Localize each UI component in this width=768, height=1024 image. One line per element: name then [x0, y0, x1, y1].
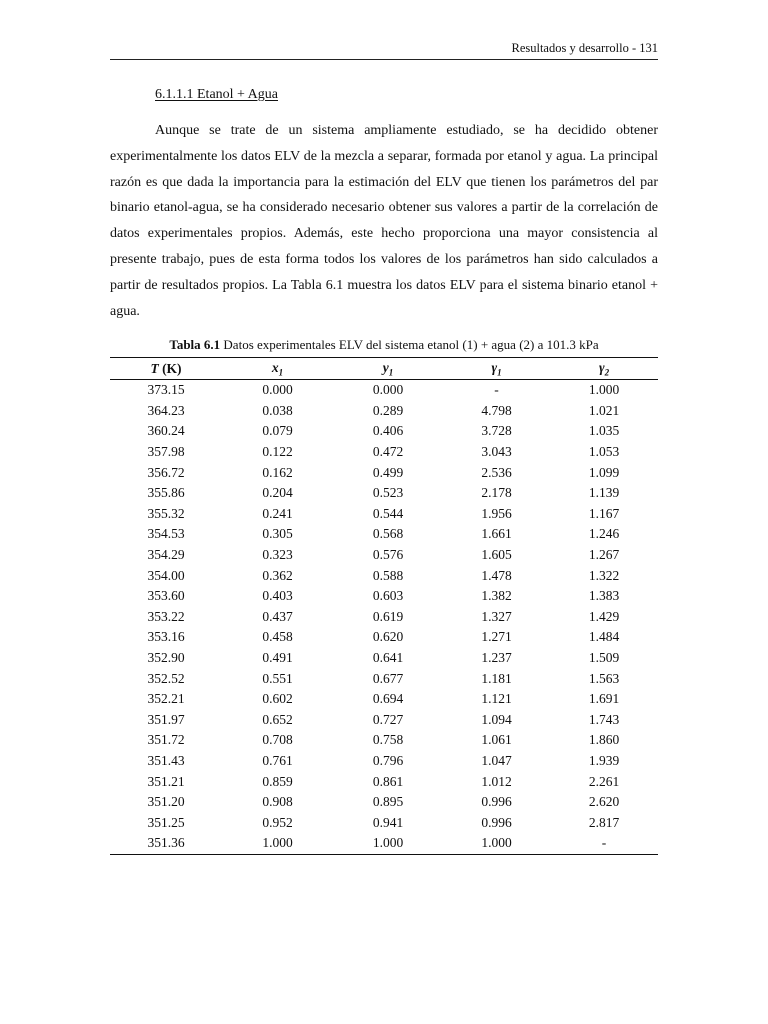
cell-temperature: 357.98	[147, 444, 185, 460]
cell-gamma2: 1.267	[588, 547, 620, 563]
cell-gamma1: 1.061	[481, 732, 512, 748]
cell-x1: 0.952	[262, 814, 293, 830]
cell-gamma2: 2.620	[588, 794, 620, 810]
table-row	[110, 483, 658, 504]
cell-temperature: 352.90	[147, 650, 185, 666]
table-row	[110, 524, 658, 545]
cell-gamma1: 1.237	[481, 650, 512, 666]
table-row	[110, 689, 658, 710]
running-header	[110, 41, 658, 60]
cell-y1: 0.406	[372, 423, 404, 439]
table-caption	[110, 337, 658, 353]
cell-temperature: 352.52	[147, 670, 185, 686]
cell-gamma2: 1.939	[588, 752, 620, 768]
cell-gamma2: 1.035	[588, 423, 620, 439]
cell-x1: 0.551	[262, 670, 293, 686]
table-row	[110, 792, 658, 813]
cell-gamma1: 1.478	[481, 567, 512, 583]
cell-temperature: 353.22	[147, 608, 185, 624]
table-row	[110, 421, 658, 442]
table-row	[110, 545, 658, 566]
cell-temperature: 353.60	[147, 588, 185, 604]
cell-x1: 0.908	[262, 794, 293, 810]
cell-gamma2: 1.860	[588, 732, 620, 748]
cell-x1: 0.362	[262, 567, 293, 583]
cell-gamma2: 2.261	[588, 773, 620, 789]
cell-temperature: 351.20	[147, 794, 185, 810]
cell-gamma1: 1.605	[481, 547, 512, 563]
table-row	[110, 442, 658, 463]
cell-gamma2: 1.484	[588, 629, 620, 645]
cell-gamma1: 1.271	[481, 629, 512, 645]
cell-x1: 0.859	[262, 773, 293, 789]
cell-gamma2: 1.383	[588, 588, 620, 604]
cell-x1: 0.204	[262, 485, 293, 501]
cell-temperature: 354.00	[147, 567, 185, 583]
cell-gamma1: 1.000	[481, 835, 512, 851]
cell-x1: 0.403	[262, 588, 293, 604]
cell-x1: 0.323	[262, 547, 293, 563]
cell-gamma1: 1.012	[481, 773, 512, 789]
cell-y1: 0.523	[372, 485, 404, 501]
cell-gamma1: 1.047	[481, 752, 512, 768]
cell-gamma2: 2.817	[588, 814, 620, 830]
cell-temperature: 351.25	[147, 814, 185, 830]
table-row	[110, 607, 658, 628]
table-caption-label: Tabla 6.1	[169, 337, 221, 352]
cell-y1: 0.588	[372, 567, 404, 583]
cell-temperature: 355.86	[147, 485, 185, 501]
table-row	[110, 627, 658, 648]
cell-gamma1: 4.798	[481, 402, 512, 418]
table-header-row	[110, 358, 658, 380]
header-x1: $x_1$	[271, 359, 284, 378]
cell-gamma1: 1.382	[481, 588, 512, 604]
cell-gamma2: 1.246	[588, 526, 620, 542]
cell-y1: 0.499	[372, 464, 404, 480]
cell-temperature: 354.29	[147, 547, 185, 563]
cell-gamma2: 1.000	[588, 382, 620, 398]
cell-x1: 0.652	[262, 711, 293, 727]
cell-y1: 0.895	[372, 794, 404, 810]
cell-gamma2: 1.139	[588, 485, 620, 501]
cell-temperature: 351.97	[147, 711, 185, 727]
cell-x1: 0.122	[262, 444, 293, 460]
cell-gamma1: -	[494, 382, 499, 398]
cell-y1: 0.694	[372, 691, 404, 707]
header-gamma1: $\gamma_1$	[491, 359, 502, 378]
cell-y1: 0.472	[372, 444, 404, 460]
body-paragraph: Aunque se trate de un sistema ampliamente estudiado, se ha decidido obtener experimentalmente los datos ELV de la mezcla a separar, formada por etanol y agua. La principal razón es que dada la importancia para la estimación del ELV que tienen los parámetros del par binario etanol-agua, se ha considerado necesario obtener sus valores a partir de la correlación de datos experimentales propios. Además, este hecho proporciona una mayor consistencia al presente trabajo, pues de esta forma todos los valores de los parámetros han sido calculados a partir de resultados propios. La Tabla 6.1 muestra los datos ELV para el sistema binario etanol + agua.	[110, 123, 658, 319]
cell-gamma2: 1.429	[588, 608, 620, 624]
cell-y1: 0.603	[372, 588, 404, 604]
header-gamma2: $\gamma_2$	[598, 359, 610, 378]
table-caption-text: Datos experimentales ELV del sistema etanol (1) + agua (2) a 101.3 kPa	[220, 337, 599, 352]
cell-temperature: 373.15	[147, 382, 185, 398]
section-heading: 6.1.1.1 Etanol + Agua	[155, 87, 278, 102]
header-y1: $y_1$	[382, 359, 394, 378]
cell-gamma1: 0.996	[481, 794, 512, 810]
cell-y1: 0.941	[372, 814, 404, 830]
table-row	[110, 586, 658, 607]
cell-gamma2: 1.053	[588, 444, 620, 460]
cell-y1: 0.861	[372, 773, 404, 789]
cell-y1: 0.758	[372, 732, 404, 748]
cell-gamma2: -	[601, 835, 607, 851]
cell-y1: 0.620	[372, 629, 404, 645]
cell-x1: 1.000	[262, 835, 293, 851]
cell-x1: 0.602	[262, 691, 293, 707]
cell-temperature: 351.72	[147, 732, 185, 748]
cell-y1: 0.544	[372, 505, 404, 521]
cell-gamma2: 1.099	[588, 464, 620, 480]
cell-temperature: 360.24	[147, 423, 185, 439]
cell-y1: 0.677	[372, 670, 404, 686]
cell-y1: 0.000	[372, 382, 404, 398]
cell-temperature: 351.36	[147, 835, 185, 851]
running-title: Resultados y desarrollo - 131	[511, 41, 658, 55]
cell-x1: 0.079	[262, 423, 293, 439]
table-row	[110, 462, 658, 483]
table-row	[110, 751, 658, 772]
cell-y1: 1.000	[372, 835, 404, 851]
cell-x1: 0.241	[262, 505, 293, 521]
cell-x1: 0.305	[262, 526, 293, 542]
cell-temperature: 355.32	[147, 505, 185, 521]
cell-gamma1: 2.178	[481, 485, 512, 501]
table-row	[110, 730, 658, 751]
cell-gamma1: 2.536	[481, 464, 512, 480]
cell-y1: 0.727	[372, 711, 404, 727]
cell-temperature: 353.16	[147, 629, 185, 645]
cell-gamma2: 1.322	[588, 567, 620, 583]
cell-temperature: 356.72	[147, 464, 185, 480]
cell-temperature: 354.53	[147, 526, 185, 542]
table-row	[110, 648, 658, 669]
table-row	[110, 504, 658, 525]
cell-y1: 0.568	[372, 526, 404, 542]
cell-gamma2: 1.691	[588, 691, 620, 707]
cell-gamma1: 1.121	[481, 691, 512, 707]
table-row	[110, 401, 658, 422]
cell-gamma2: 1.743	[588, 711, 620, 727]
cell-gamma1: 1.181	[481, 670, 512, 686]
table-row	[110, 710, 658, 731]
table-row	[110, 380, 658, 401]
cell-gamma1: 1.661	[481, 526, 512, 542]
data-table	[110, 357, 658, 855]
cell-y1: 0.796	[372, 752, 404, 768]
cell-gamma2: 1.563	[588, 670, 620, 686]
table-row	[110, 771, 658, 792]
cell-gamma2: 1.509	[588, 650, 620, 666]
cell-y1: 0.576	[372, 547, 404, 563]
cell-gamma1: 1.094	[481, 711, 512, 727]
cell-temperature: 352.21	[147, 691, 185, 707]
cell-y1: 0.619	[372, 608, 404, 624]
table-row	[110, 565, 658, 586]
cell-y1: 0.641	[372, 650, 404, 666]
cell-gamma2: 1.167	[588, 505, 620, 521]
cell-temperature: 364.23	[147, 402, 185, 418]
cell-y1: 0.289	[372, 402, 404, 418]
cell-gamma2: 1.021	[588, 402, 620, 418]
cell-x1: 0.162	[262, 464, 293, 480]
cell-temperature: 351.21	[147, 773, 185, 789]
cell-x1: 0.437	[262, 608, 293, 624]
table-row	[110, 812, 658, 833]
cell-x1: 0.491	[262, 650, 293, 666]
cell-x1: 0.038	[262, 402, 293, 418]
cell-x1: 0.761	[262, 752, 293, 768]
cell-gamma1: 1.327	[481, 608, 512, 624]
cell-temperature: 351.43	[147, 752, 185, 768]
cell-x1: 0.708	[262, 732, 293, 748]
cell-gamma1: 3.043	[481, 444, 512, 460]
header-temperature: T (K)	[150, 360, 182, 376]
cell-x1: 0.000	[262, 382, 293, 398]
cell-x1: 0.458	[262, 629, 293, 645]
cell-gamma1: 1.956	[481, 505, 512, 521]
table-body	[110, 380, 658, 855]
table-row	[110, 833, 658, 854]
table-row	[110, 668, 658, 689]
cell-gamma1: 3.728	[481, 423, 512, 439]
cell-gamma1: 0.996	[481, 814, 512, 830]
